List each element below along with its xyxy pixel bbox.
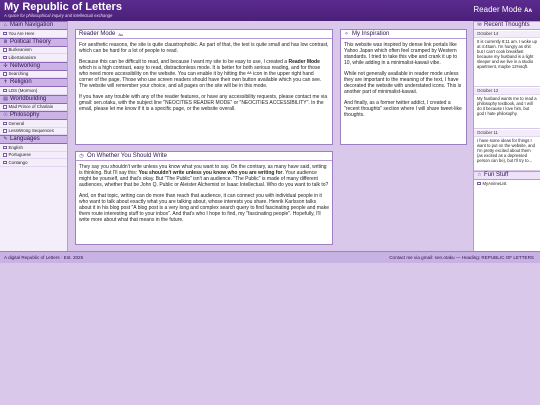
home-icon: ⌂ xyxy=(3,22,8,28)
network-icon: ✣ xyxy=(3,62,8,69)
thought-text: I have some ideas for things I want to put on the website, and I'm pretty excited about them (as excited as a depressed person can be), but I'll try to... xyxy=(477,138,535,163)
nav-item-lesswrong[interactable]: LessWrong Sequences xyxy=(0,128,67,136)
panel-body xyxy=(341,39,466,126)
nav-item-english[interactable]: English xyxy=(0,144,67,152)
thought-text: It is currently 8:11 am. I woke up at 4:45am. I'm hungry as shit but I can't cook breakfast because my husband is a light sleeper and we live in a studio apartment, maybe 12%sqft. xyxy=(477,39,537,69)
thought-item xyxy=(474,30,540,87)
thought-item xyxy=(474,87,540,129)
nav-item-portuguese[interactable]: Portuguese xyxy=(0,152,67,160)
paragraph: While not generally available in reader mode unless they are important to the meaning of the text, I have decorated the website with understated icons. This is another part of minimalist-kawaii. xyxy=(344,71,462,95)
site-subtitle: A space for philosophical inquiry and intellectual exchange xyxy=(4,13,113,18)
inspiration-panel xyxy=(340,29,467,145)
paragraph: If you have any trouble with any of the reader features, or have any accessibility requests, please contact me via gmail: sen.otaku, with the subject line "NEOCITIES READER MODE" or "NEOCITIES ACCESSIBILITY". In the email, please let me know if it is a specific page, or the website overall. xyxy=(79,94,328,112)
nav-heading-religion: ✝ Religion xyxy=(0,78,67,87)
panel-title: ◷ On Whether You Should Write xyxy=(76,152,332,161)
thought-date: October 11 xyxy=(474,130,540,137)
fun-stuff-heading: ☆ Fun Stuff xyxy=(474,171,540,180)
columns-icon: Ⅲ xyxy=(3,38,8,45)
panel-body xyxy=(76,161,332,231)
book-icon: ▤ xyxy=(3,95,8,102)
page-icon xyxy=(3,129,7,133)
paragraph: For aesthetic reasons, the site is quite claustrophobic. As part of that, the text is quite small and has low contrast, which can be hard for a lot of people to read. xyxy=(79,42,329,54)
thought-date: October 12 xyxy=(474,88,540,95)
reader-mode-toggle[interactable] xyxy=(473,5,532,16)
nav-item-lds[interactable]: LDS (Mormon) xyxy=(0,87,67,95)
fun-item-myanimelist[interactable]: MyAnimeList xyxy=(474,180,540,187)
sparkle-icon: ✧ xyxy=(344,30,349,37)
page-icon xyxy=(3,105,7,109)
paragraph: And, on that topic, writing can do more than reach that audience, it can connect you with individual people in it who want to talk about exactly what you are talking about, whose interests you share. Henrik Karlsson talks about it in his blog post "A blog post is a very long and complex search query to find fascinating people and make them route interesting stuff to your inbox". And that's who I hope to find, my "fascinating people". Hopefully, I'll write more about what that means in the future. xyxy=(79,193,329,223)
thought-date: October 14 xyxy=(474,31,540,38)
recent-thoughts-heading: ✉ Recent Thoughts xyxy=(474,21,540,30)
religion-icon: ✝ xyxy=(3,79,8,85)
reader-mode-small-icon: Aᴀ xyxy=(118,31,124,37)
page-icon xyxy=(3,146,7,150)
footer-left: A digital Republic of Letters · Est. 2025 xyxy=(4,255,84,260)
nav-heading-political-theory: Ⅲ Political Theory xyxy=(0,38,67,47)
nav-heading-languages: ✎ Languages xyxy=(0,135,67,144)
speech-icon: ✎ xyxy=(3,136,8,142)
reader-mode-icon[interactable]: Aᴀ xyxy=(524,8,532,14)
page-icon xyxy=(3,56,7,60)
paragraph: Because this can be difficult to read, and because I want my site to be easy to use, I created a Reader Mode which is a high contrast, easy to read, distractionless mode. It is better for both serious reading, and for those who need more accessibility on the website. You can enable it by hitting the ᴬᴬ icon in the upper right hand corner of the page. Those who use screen readers should have their own button available which you can see. The website will remember your choice, and all pages on the site will be in this mode. xyxy=(79,59,322,89)
speech-bubble-icon: ✉ xyxy=(477,22,482,28)
page-background xyxy=(0,263,540,405)
nav-heading-worldbuilding: ▤ Worldbuilding xyxy=(0,95,67,104)
nav-item-you-are-here[interactable]: You Are Here xyxy=(0,30,67,38)
nav-heading-main: ⌂ Main Navigation xyxy=(0,21,67,30)
right-sidebar xyxy=(473,21,540,251)
clock-icon: ◷ xyxy=(79,152,84,159)
nav-item-libertarianism[interactable]: Libertarianism xyxy=(0,54,67,62)
page-icon xyxy=(3,122,7,126)
star-icon: ☆ xyxy=(477,172,482,178)
panel-body xyxy=(76,39,332,120)
nav-heading-philosophy: ☉ Philosophy xyxy=(0,111,67,120)
nav-item-general[interactable]: General xyxy=(0,120,67,128)
footer-contact[interactable]: Contact me via gmail: sen.otaku — Heading: REPUBLIC OF LETTERS xyxy=(389,255,534,260)
paragraph: This website was inspired by dense link portals like Yahoo Japan which often feel cramped by Western standards. I tried to take this vibe and crank it up to 10, while adding in a minimalist-kawaii vibe. xyxy=(344,42,458,66)
page-icon xyxy=(3,72,7,76)
nav-item-burkeanism[interactable]: Burkeanism xyxy=(0,47,67,55)
page-icon xyxy=(3,89,7,93)
nav-heading-networking: ✣ Networking xyxy=(0,62,67,71)
page-icon xyxy=(3,48,7,52)
link-icon xyxy=(477,182,481,186)
article-panel xyxy=(75,151,333,245)
paragraph: They say you shouldn't write unless you know what you want to say. On the contrary, as many have said, writing is thinking. But I'll say this: You shouldn't write unless you know who you are writing for. Your audience might be yourself, and that's okay. But "The Public" isn't an audience. "The Public" is made of many different audiences, whether that be John Q. Public or Aleister Alchemist or Isaac Intellectual. Who do you want to talk to? xyxy=(79,164,329,188)
nav-item-searching[interactable]: Searching xyxy=(0,71,67,79)
panel-title: ✧ My Inspiration xyxy=(341,30,466,39)
thought-item xyxy=(474,129,540,171)
paragraph: And finally, as a former twitter addict, I created a "recent thoughts" section where I will share tweet-like thoughts. xyxy=(344,100,462,118)
nav-item-contango[interactable]: Contango xyxy=(0,159,67,167)
site-header xyxy=(0,0,540,21)
page-icon xyxy=(3,32,7,36)
page-icon xyxy=(3,153,7,157)
panel-title: Reader Mode Aᴀ xyxy=(76,30,332,39)
thought-text: My husband wants me to read a philosophy textbook, and I will do it because I love him, but god I hate philosophy. xyxy=(477,96,537,116)
thinker-icon: ☉ xyxy=(3,112,8,118)
page-icon xyxy=(3,161,7,165)
reader-mode-panel xyxy=(75,29,333,145)
nav-item-mad-prince[interactable]: Mad Prince of Charlain xyxy=(0,104,67,112)
left-navigation xyxy=(0,21,68,251)
site-footer xyxy=(0,251,540,263)
site-title[interactable]: My Republic of Letters xyxy=(4,1,122,13)
reader-mode-label: Reader Mode xyxy=(473,5,522,14)
